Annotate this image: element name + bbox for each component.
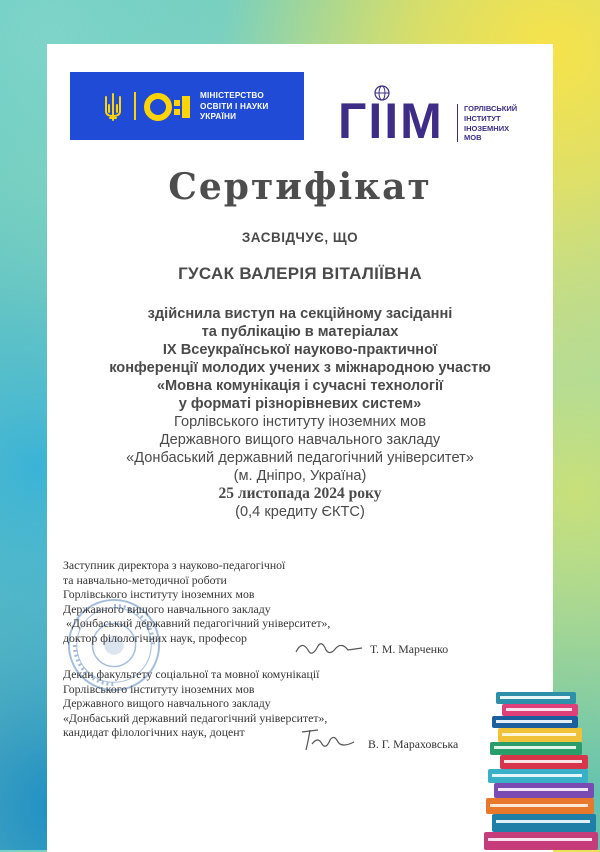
ministry-mark-icon — [144, 93, 192, 121]
body-line: Горлівського інституту іноземних мов — [174, 414, 426, 430]
giim-name-line: ГОРЛІВСЬКИЙ — [464, 104, 518, 113]
ministry-name-line: ОСВІТИ І НАУКИ — [200, 101, 269, 111]
signatory-line: Державного вищого навчального закладу — [63, 696, 271, 711]
giim-name-line: ІНСТИТУТ — [464, 113, 501, 123]
body-line: конференції молодих учених з міжнародною участю — [109, 360, 491, 376]
signatory-1-name: Т. М. Марченко — [370, 642, 449, 656]
signatory-line: та навчально-методичної роботи — [63, 572, 227, 587]
signatory-line: Заступник директора з науково-педагогічної — [63, 558, 286, 572]
giim-divider — [457, 104, 458, 142]
ministry-name — [200, 91, 268, 123]
signatory-line: Декан факультету соціальної та мовної комунікації — [63, 667, 320, 681]
body-line: (м. Дніпро, Україна) — [233, 468, 367, 484]
signature-2 — [298, 722, 358, 756]
giim-name-line: ІНОЗЕМНИХ — [464, 123, 510, 133]
certificate-title: Сертифікат — [168, 166, 432, 208]
recipient-name: ГУСАК ВАЛЕРІЯ ВІТАЛІЇВНА — [178, 264, 422, 283]
giim-logo-word: ГІІМ — [338, 93, 444, 149]
body-line: у форматі різнорівневих систем» — [178, 396, 422, 412]
giim-institute-name — [464, 104, 517, 143]
body-line: здійснила виступ на секційному засіданні — [147, 306, 453, 322]
body-line: «Донбаський державний педагогічний університет» — [126, 450, 474, 466]
signatory-line: Горлівського інституту іноземних мов — [63, 587, 255, 602]
signatory-line: «Донбаський державний педагогічний університет», — [63, 616, 331, 631]
body-line: «Мовна комунікація і сучасні технології — [156, 378, 444, 394]
signatory-2-name: В. Г. Мараховська — [368, 737, 459, 751]
signatory-1-title — [63, 558, 330, 646]
ministry-name-line: УКРАЇНИ — [200, 112, 237, 121]
giim-name-line: МОВ — [464, 133, 482, 143]
signatory-line: Державного вищого навчального закладу — [63, 601, 271, 616]
ects-credits: (0,4 кредиту ЄКТС) — [235, 504, 365, 520]
certificate-body — [0, 305, 600, 521]
signatory-line: кандидат філологічних наук, доцент — [63, 725, 245, 740]
ministry-name-line: МІНІСТЕРСТВО — [200, 91, 264, 100]
ministry-logo — [70, 72, 304, 140]
certifies-text: ЗАСВІДЧУЄ, ЩО — [241, 230, 359, 245]
signatory-line: доктор філологічних наук, професор — [63, 630, 247, 645]
body-line: та публікацію в матеріалах — [201, 324, 399, 340]
signatory-line: «Донбаський державний педагогічний університет», — [63, 710, 328, 725]
conference-date: 25 листопада 2024 року — [218, 485, 382, 502]
signature-1 — [292, 634, 364, 662]
ministry-separator — [134, 92, 136, 120]
body-line: IX Всеукраїнської науково-практичної — [162, 342, 438, 358]
book-stack-illustration — [482, 690, 600, 850]
trident-icon — [102, 93, 124, 121]
signatory-2-title — [63, 667, 327, 740]
signatory-line: Горлівського інституту іноземних мов — [63, 681, 255, 696]
body-line: Державного вищого навчального закладу — [159, 432, 441, 448]
